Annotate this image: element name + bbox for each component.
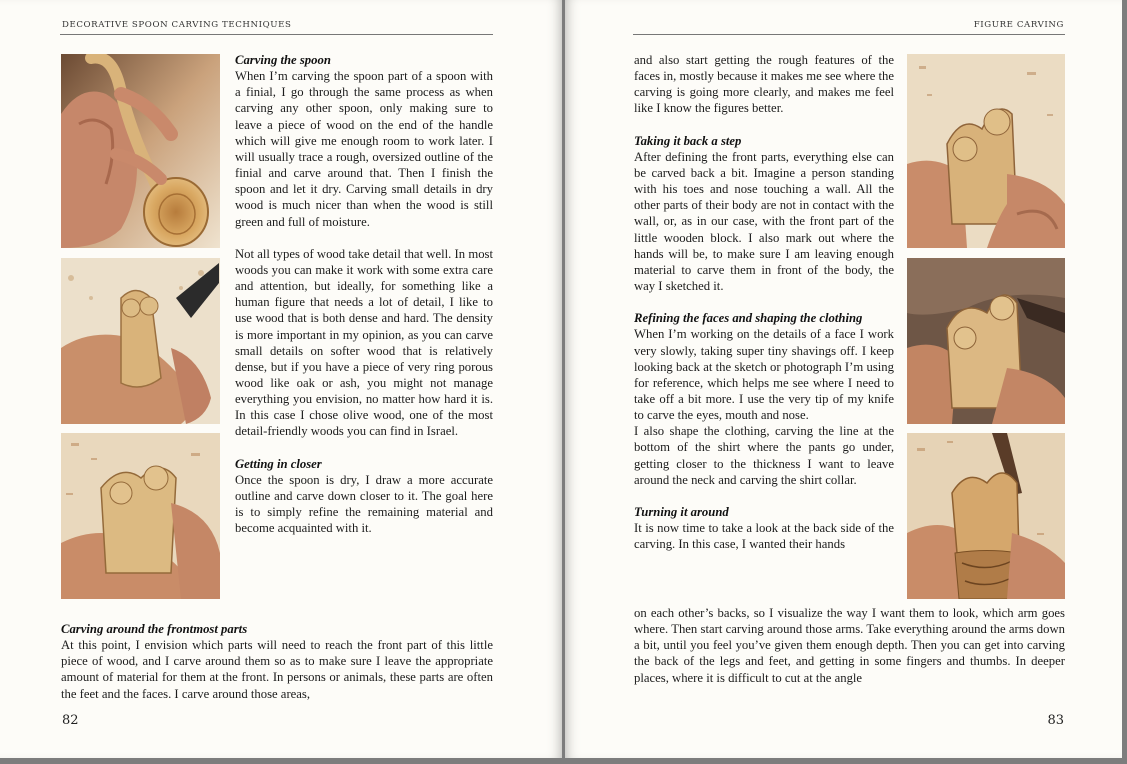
paragraph-spoon-1: When I’m carving the spoon part of a spoon with a finial, I go through the same process as when carving any other spoon, only making sure to leave a piece of wood on the end of the handle which will give me enough room to work later. I will usually trace a rough, oversized outline of the finial and carve around that. Then I finish the spoon and let it dry. Carving small details in dry wood is much nicer than when the wood is still green and full of moisture. <box>235 69 493 229</box>
heading-frontmost-parts: Carving around the frontmost parts <box>61 622 248 636</box>
paragraph-turning-1: It is now time to take a look at the back side of the carving. In this case, I wanted their hands <box>634 521 894 552</box>
paragraph-turning-2: on each other’s backs, so I visualize the way I want them to look, which arm goes where. Then start carving around those arms. Take everything around the arms down a bit, until you feel you’ve given them enough depth. Then you can get into carving the back of the legs and feet, and getting in some fingers and thumbs. In deeper places, where it is difficult to cut at the angle <box>634 606 1065 685</box>
paragraph-refining-2: I also shape the clothing, carving the line at the bottom of the shirt where the pants go under, getting closer to the thickness I want to leave around the neck and carving the shirt collar. <box>634 424 894 487</box>
paragraph-refining-1: When I’m working on the details of a face I work very slowly, taking super tiny shavings off. I keep looking back at the sketch or photograph I’m using for reference, which helps me see where I need to take off a bit more. I use the very tip of my knife to carve the eyes, mouth and nose. <box>634 327 894 423</box>
heading-turning-around: Turning it around <box>634 504 729 519</box>
column-right-main <box>634 52 894 552</box>
heading-refining-faces: Refining the faces and shaping the clothing <box>634 311 863 326</box>
photo-figures-front <box>907 54 1065 248</box>
photo-carved-figures <box>61 433 220 599</box>
heading-taking-it-back: Taking it back a step <box>634 133 742 148</box>
photo-rough-figure-knife <box>61 258 220 424</box>
paragraph-closer-1: Once the spoon is dry, I draw a more accurate outline and carve down closer to it. The goal here is to simply refine the remaining material and become acquainted with it. <box>235 472 493 536</box>
header-rule-right <box>633 34 1065 35</box>
paragraph-continued-1: and also start getting the rough features of the faces in, mostly because it makes me see where the carving is going more clearly, and makes me feel like I know the figures better. <box>634 53 894 116</box>
heading-getting-in-closer: Getting in closer <box>235 456 322 471</box>
column-carving-spoon <box>235 52 493 536</box>
paragraph-spoon-2: Not all types of wood take detail that well. In most woods you can make it work with some extra care and attention, but ideally, for something like a human figure that needs a lot of detail, I like to use wood that is both dense and hard. The density is more important in my opinion, as you can carve small details on softer wood that is relatively dense, but if you have a piece of very ring porous wood like oak or ash, you might not manage everything you envision, no matter how hard it is. In this case I chose olive wood, one of the most detail-friendly woods you can find in Israel. <box>235 246 493 439</box>
header-rule-left <box>60 34 493 35</box>
column-frontmost <box>61 621 493 702</box>
page-number-left: 82 <box>62 713 79 728</box>
photo-figures-hands <box>907 258 1065 424</box>
photo-spoon-in-hand <box>61 54 220 248</box>
photo-figures-back <box>907 433 1065 599</box>
running-head-left: DECORATIVE SPOON CARVING TECHNIQUES <box>62 20 292 30</box>
right-page <box>565 0 1122 758</box>
left-page <box>0 0 562 758</box>
paragraph-taking-back-1: After defining the front parts, everything else can be carved back a bit. Imagine a person standing with his toes and nose touching a wall. All the other parts of their body are not in contact with the wall, or, as in our case, with the front part of the little wooden block. I also mark out where the hands will be, to make sure I am leaving enough material to carve them in front of the body, the way I sketched it. <box>634 149 894 294</box>
running-head-right: FIGURE CARVING <box>973 20 1064 30</box>
paragraph-frontmost-1: At this point, I envision which parts will need to reach the front part of this little piece of wood, and I carve around them so as to make sure I leave the appropriate amount of material for them at the front. In persons or animals, these parts are often the feet and the faces. I carve around those areas, <box>61 638 493 701</box>
column-turning-continued <box>634 605 1065 686</box>
heading-carving-the-spoon: Carving the spoon <box>235 53 331 67</box>
page-number-right: 83 <box>1047 713 1064 728</box>
